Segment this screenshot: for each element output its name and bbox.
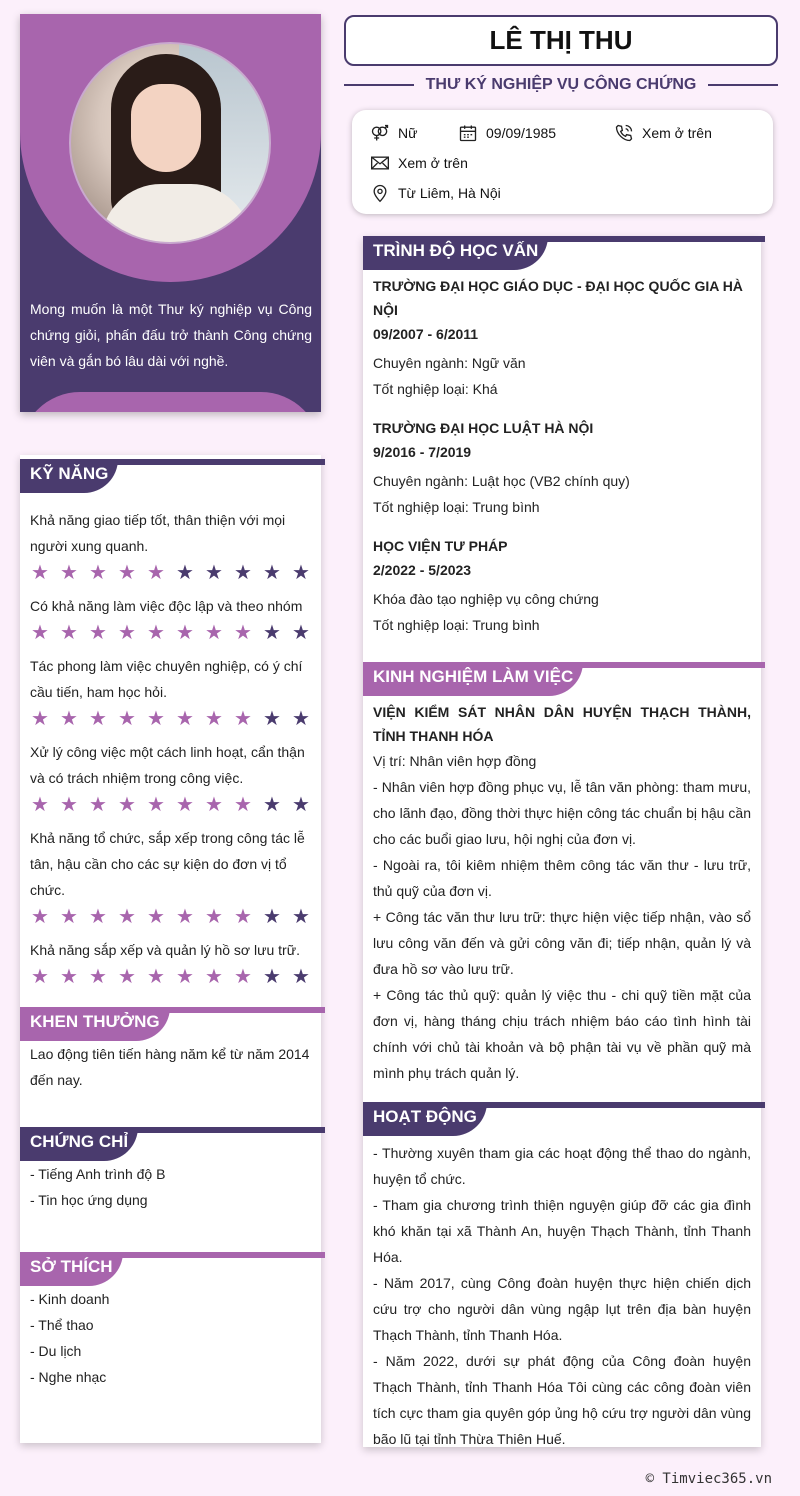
- skill-text: Xử lý công việc một cách linh hoạt, cẩn thận và có trách nhiệm trong công việc.: [30, 744, 305, 786]
- star-icon: ★: [234, 906, 252, 928]
- gender-icon: [370, 123, 390, 143]
- star-icon: ★: [234, 794, 252, 816]
- star-icon: ★: [147, 906, 165, 928]
- star-icon: ★: [89, 906, 107, 928]
- star-icon: ★: [234, 966, 252, 988]
- certificates-heading: CHỨNG CHỈ: [20, 1123, 321, 1161]
- list-item: - Nghe nhạc: [30, 1369, 107, 1385]
- star-icon: ★: [263, 708, 281, 730]
- skill-text: Khả năng sắp xếp và quản lý hồ sơ lưu trữ.: [30, 942, 300, 958]
- activity-line: - Tham gia chương trình thiện nguyện giúp đỡ các gia đình khó khăn tại xã Thành An, huyện Thạch Thành, tỉnh Thanh Hóa.: [373, 1197, 751, 1265]
- dob-value: 09/09/1985: [486, 125, 557, 141]
- skill-rating: [30, 559, 311, 587]
- star-icon: ★: [60, 966, 78, 988]
- star-icon: ★: [118, 966, 136, 988]
- star-icon: ★: [31, 562, 49, 584]
- star-icon: ★: [60, 622, 78, 644]
- certificates-list: [20, 1161, 321, 1213]
- right-panel: [363, 236, 761, 1447]
- star-icon: ★: [176, 622, 194, 644]
- footer-credit: © Timviec365.vn: [645, 1471, 772, 1487]
- phone-icon: [614, 123, 634, 143]
- address-row: [370, 182, 501, 204]
- experience-body: [363, 696, 761, 1086]
- study-dates: 9/2016 - 7/2019: [373, 444, 472, 460]
- star-icon: ★: [176, 794, 194, 816]
- email-value: Xem ở trên: [398, 155, 468, 171]
- star-icon: ★: [292, 622, 310, 644]
- grade: Tốt nghiệp loại: Khá: [373, 381, 498, 397]
- star-icon: ★: [60, 906, 78, 928]
- list-item: - Thể thao: [30, 1317, 94, 1333]
- bottom-arch: [20, 392, 321, 412]
- star-icon: ★: [263, 622, 281, 644]
- skill-item: [20, 501, 321, 587]
- skill-rating: [30, 963, 311, 991]
- star-icon: ★: [118, 622, 136, 644]
- skill-item: [20, 733, 321, 819]
- grade: Tốt nghiệp loại: Trung bình: [373, 499, 540, 515]
- skill-item: [20, 819, 321, 931]
- grade: Tốt nghiệp loại: Trung bình: [373, 617, 540, 633]
- contact-info: [352, 110, 773, 214]
- star-icon: ★: [292, 906, 310, 928]
- star-icon: ★: [118, 562, 136, 584]
- avatar: [69, 42, 271, 244]
- skill-rating: [30, 903, 311, 931]
- skill-rating: [30, 791, 311, 819]
- star-icon: ★: [60, 708, 78, 730]
- hobbies-heading: SỞ THÍCH: [20, 1248, 321, 1286]
- star-icon: ★: [147, 794, 165, 816]
- experience-heading: KINH NGHIỆM LÀM VIỆC: [363, 658, 761, 696]
- profile-card: [20, 14, 321, 412]
- experience-line: - Nhân viên hợp đồng phục vụ, lễ tân văn phòng: tham mưu, cho lãnh đạo, đồng thời thực hiện công tác chuẩn bị hậu cần cho các buổi giao lưu, hội nghị của đơn vị.: [373, 779, 751, 847]
- star-icon: ★: [147, 622, 165, 644]
- education-item: [363, 530, 761, 638]
- phone-value: Xem ở trên: [642, 125, 712, 141]
- star-icon: ★: [147, 966, 165, 988]
- activities-heading: HOẠT ĐỘNG: [363, 1098, 761, 1136]
- star-icon: ★: [205, 708, 223, 730]
- star-icon: ★: [205, 966, 223, 988]
- list-item: - Tiếng Anh trình độ B: [30, 1166, 166, 1182]
- star-icon: ★: [263, 562, 281, 584]
- skill-rating: [30, 705, 311, 733]
- star-icon: ★: [205, 622, 223, 644]
- calendar-icon: [458, 123, 478, 143]
- experience-line: + Công tác văn thư lưu trữ: thực hiện việc tiếp nhận, vào sổ lưu công văn đến và gửi công văn đi; tiếp nhận, quản lý và đưa hồ sơ vào lưu trữ.: [373, 909, 751, 977]
- star-icon: ★: [263, 906, 281, 928]
- school-name: TRƯỜNG ĐẠI HỌC LUẬT HÀ NỘI: [373, 420, 594, 436]
- skill-rating: [30, 619, 311, 647]
- activity-line: - Năm 2022, dưới sự phát động của Công đoàn huyện Thạch Thành, tỉnh Thanh Hóa Tôi cùng các công đoàn viên tích cực tham gia quyên góp ủng hộ cứu trợ người dân vùng bão lũ tại tỉnh Thừa Thiên Huế.: [373, 1353, 751, 1447]
- skills-list: [20, 493, 321, 991]
- skill-text: Khả năng giao tiếp tốt, thân thiện với mọi người xung quanh.: [30, 512, 286, 554]
- star-icon: ★: [118, 708, 136, 730]
- education-list: [363, 270, 761, 638]
- education-item: [363, 270, 761, 402]
- school-name: TRƯỜNG ĐẠI HỌC GIÁO DỤC - ĐẠI HỌC QUỐC GIA HÀ NỘI: [373, 278, 743, 318]
- star-icon: ★: [31, 794, 49, 816]
- activity-line: - Thường xuyên tham gia các hoạt động thể thao do ngành, huyện tổ chức.: [373, 1145, 751, 1187]
- star-icon: ★: [147, 708, 165, 730]
- star-icon: ★: [176, 708, 194, 730]
- activities-body: [363, 1136, 761, 1452]
- experience-line: - Ngoài ra, tôi kiêm nhiệm thêm công tác văn thư - lưu trữ, thủ quỹ của đơn vị.: [373, 857, 751, 899]
- education-heading: TRÌNH ĐỘ HỌC VẤN: [363, 232, 761, 270]
- career-objective: Mong muốn là một Thư ký nghiệp vụ Công chứng giỏi, phấn đấu trở thành Công chứng viên và gắn bó lâu dài với nghề.: [30, 301, 312, 369]
- candidate-name: LÊ THỊ THU: [344, 15, 778, 66]
- email-icon: [370, 153, 390, 173]
- major: Chuyên ngành: Luật học (VB2 chính quy): [373, 473, 630, 489]
- star-icon: ★: [234, 708, 252, 730]
- position: Vị trí: Nhân viên hợp đồng: [373, 753, 537, 769]
- awards-text: Lao động tiên tiến hàng năm kể từ năm 2014 đến nay.: [30, 1046, 310, 1088]
- star-icon: ★: [176, 906, 194, 928]
- hobbies-list: [20, 1286, 321, 1390]
- list-item: - Tin học ứng dụng: [30, 1192, 148, 1208]
- skill-item: [20, 647, 321, 733]
- education-item: [363, 412, 761, 520]
- star-icon: ★: [205, 562, 223, 584]
- star-icon: ★: [234, 622, 252, 644]
- gender-row: [370, 122, 417, 144]
- skill-item: [20, 931, 321, 991]
- star-icon: ★: [292, 966, 310, 988]
- school-name: HỌC VIỆN TƯ PHÁP: [373, 538, 508, 554]
- study-dates: 2/2022 - 5/2023: [373, 562, 472, 578]
- skill-text: Có khả năng làm việc độc lập và theo nhóm: [30, 598, 303, 614]
- star-icon: ★: [89, 966, 107, 988]
- left-panel: [20, 455, 321, 1443]
- major: Chuyên ngành: Ngữ văn: [373, 355, 526, 371]
- star-icon: ★: [89, 708, 107, 730]
- phone-row: [614, 122, 712, 144]
- star-icon: ★: [118, 794, 136, 816]
- company-name: VIỆN KIỂM SÁT NHÂN DÂN HUYỆN THẠCH THÀNH, TỈNH THANH HÓA: [373, 704, 751, 744]
- awards-heading: KHEN THƯỞNG: [20, 1003, 321, 1041]
- study-dates: 09/2007 - 6/2011: [373, 326, 479, 342]
- star-icon: ★: [60, 562, 78, 584]
- star-icon: ★: [205, 906, 223, 928]
- dob-row: [458, 122, 556, 144]
- star-icon: ★: [31, 622, 49, 644]
- major: Khóa đào tạo nghiệp vụ công chứng: [373, 591, 599, 607]
- star-icon: ★: [292, 708, 310, 730]
- skill-text: Khả năng tổ chức, sắp xếp trong công tác lễ tân, hậu cần cho các sự kiện do đơn vị tổ chức.: [30, 830, 305, 898]
- address-value: Từ Liêm, Hà Nội: [398, 185, 501, 201]
- star-icon: ★: [89, 622, 107, 644]
- star-icon: ★: [292, 562, 310, 584]
- star-icon: ★: [176, 966, 194, 988]
- star-icon: ★: [89, 794, 107, 816]
- experience-line: + Công tác thủ quỹ: quản lý việc thu - chi quỹ tiền mặt của đơn vị, hàng tháng chịu trách nhiệm báo cáo tình hình tài chính với chủ tài khoản và bộ phận tài vụ về phần quỹ mà mình phụ trách quản lý.: [373, 987, 751, 1081]
- skills-heading: KỸ NĂNG: [20, 455, 321, 493]
- star-icon: ★: [118, 906, 136, 928]
- star-icon: ★: [263, 794, 281, 816]
- list-item: - Du lịch: [30, 1343, 82, 1359]
- star-icon: ★: [89, 562, 107, 584]
- star-icon: ★: [60, 794, 78, 816]
- activity-line: - Năm 2017, cùng Công đoàn huyện thực hiện chiến dịch cứu trợ cho người dân vùng ngập lụt trên địa bàn huyện Thạch Thành, tỉnh Thanh Hóa.: [373, 1275, 751, 1343]
- star-icon: ★: [292, 794, 310, 816]
- location-pin-icon: [370, 183, 390, 203]
- star-icon: ★: [263, 966, 281, 988]
- job-title-row: [344, 74, 778, 96]
- star-icon: ★: [31, 966, 49, 988]
- star-icon: ★: [234, 562, 252, 584]
- skill-text: Tác phong làm việc chuyên nghiệp, có ý chí cầu tiến, ham học hỏi.: [30, 658, 303, 700]
- star-icon: ★: [31, 906, 49, 928]
- email-row: [370, 152, 468, 174]
- gender-value: Nữ: [398, 125, 418, 141]
- job-title: THƯ KÝ NGHIỆP VỤ CÔNG CHỨNG: [425, 76, 697, 93]
- star-icon: ★: [176, 562, 194, 584]
- star-icon: ★: [31, 708, 49, 730]
- star-icon: ★: [147, 562, 165, 584]
- star-icon: ★: [205, 794, 223, 816]
- skill-item: [20, 587, 321, 647]
- list-item: - Kinh doanh: [30, 1291, 110, 1307]
